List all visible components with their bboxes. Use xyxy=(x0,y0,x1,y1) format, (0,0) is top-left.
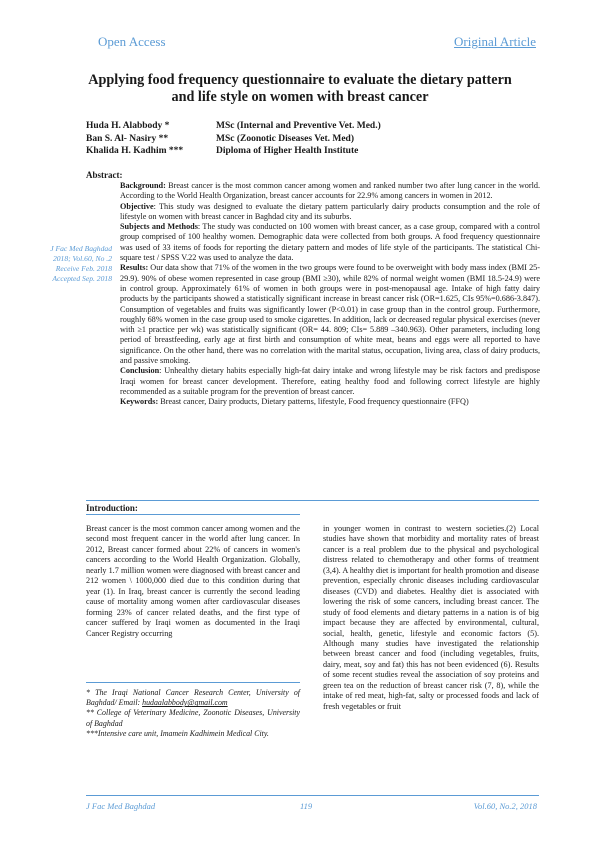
introduction-heading: Introduction: xyxy=(86,503,138,513)
abstract-background xyxy=(120,181,540,202)
abstract-body xyxy=(120,181,540,408)
results-label: Results: xyxy=(120,263,149,273)
author-row xyxy=(86,145,381,158)
abstract-conclusion xyxy=(120,366,540,397)
author-degree: MSc (Zoonotic Diseases Vet. Med) xyxy=(216,133,354,144)
footer-journal: J Fac Med Baghdad xyxy=(86,801,156,811)
author-email-link[interactable]: hudaalabbody@gmail.com xyxy=(142,698,228,708)
author-name: Khalida H. Kadhim *** xyxy=(86,146,184,156)
footer-volume: Vol.60, No.2, 2018 xyxy=(473,801,537,811)
intro-column-left: Breast cancer is the most common cancer among women and the second most frequent cancer in the world after lung cancer. In 2012, Breast cancer formed about 22% of cancers in women's cancers according to the World Health Organization. Globally, nearly 1.7 million women were diagnosed with breast cancer and 212 women \ 1000,000 died due to this condition during that year (1). In Iraq, breast cancer is currently the second leading cause of mortality among women after cardiovascular diseases forming 23% of cancer related deaths, and the first type of cancer suffered by Iraqi women as documented in the Iraqi Cancer Registry occurring xyxy=(86,524,300,638)
author-row xyxy=(86,120,381,133)
sidebar-received: Receive Feb. 2018 xyxy=(55,264,112,273)
open-access-label: Open Access xyxy=(98,34,166,49)
intro-column-right: in younger women in contrast to western societies.(2) Local studies have shown that morbidity and mortality rates of breast cancer is a real problem due to the physical and psychological distress related to chemotherapy and other forms of treatment (3,4). A healthy diet is important for health promotion and disease prevention, especially chronic diseases including cardiovascular diseases (CVD) and diabetes. Healthy diet is associated with lowering the risk of some cancers, including breast cancer. The study of food elements and dietary patterns in a nation is of big impact because they are affected by environmental, cultural, social, health, genetic, lifestyle and economic factors (5). Although many studies have investigated the relationship between breast cancer and food (including vegetables, fruits, dairy, meat, soy and fat) this has not been evidenced (6). Results of some recent studies reveal the association of soy proteins and green tea on the reduction of breast cancer risk (7, 8), while the intake of red meat, high-fat, salty or processed foods and lack of fresh vegetables or fruit xyxy=(323,524,540,711)
footnote-1-text: * The Iraqi National Cancer Research Center, University of Baghdad/ Email: xyxy=(86,688,300,708)
subjects-label: Subjects and Methods xyxy=(120,222,198,232)
objective-label: Objective xyxy=(120,201,154,211)
article-type-label: Original Article xyxy=(454,34,536,49)
conclusion-text: : Unhealthy dietary habits especially high-fat dairy intake and wrong lifestyle may be risk factors and predispose Iraqi women for breast cancer development. Therefore, eating healthy food and following correct lifestyle are highly recommended as a suitable program for the prevention of breast cancer. xyxy=(120,366,540,396)
background-label: Background: xyxy=(120,181,166,190)
journal-sidebar-info xyxy=(44,244,112,284)
footnote-3: ***Intensive care unit, Imamein Kadhimein Medical City. xyxy=(86,728,269,738)
sidebar-accepted: Accepted Sep. 2018 xyxy=(52,274,112,283)
abstract-objective xyxy=(120,202,540,223)
author-row xyxy=(86,133,381,146)
footer-page-number: 119 xyxy=(300,801,313,811)
conclusion-label: Conclusion xyxy=(120,366,160,376)
paper-title: Applying food frequency questionnaire to evaluate the dietary pattern and life style on women with breast cancer xyxy=(88,72,512,105)
abstract-heading: Abstract: xyxy=(86,170,123,180)
author-name: Ban S. Al- Nasiry ** xyxy=(86,133,169,144)
keywords-text: Breast cancer, Dairy products, Dietary patterns, lifestyle, Food frequency questionnaire (FFQ) xyxy=(158,397,469,407)
intro-underline xyxy=(86,514,300,515)
background-text: Breast cancer is the most common cancer among women and ranked number two after lung cancer in the world. According to the World Health Organization, breast cancer accounts for 22.9% among cancers in women in 2012. xyxy=(120,181,540,201)
objective-text: : This study was designed to evaluate the dietary pattern particularly dairy products consumption and the role of lifestyle on women with breast cancer in Baghdad city and its suburbs. xyxy=(120,201,540,221)
author-degree: Diploma of Higher Health Institute xyxy=(216,146,359,156)
affiliation-footnotes xyxy=(86,688,300,739)
abstract-results xyxy=(120,263,540,366)
author-degree: MSc (Internal and Preventive Vet. Med.) xyxy=(216,121,381,131)
author-name: Huda H. Alabbody * xyxy=(86,121,170,131)
sidebar-journal: J Fac Med Baghdad xyxy=(50,244,112,253)
footer-divider xyxy=(86,795,539,796)
abstract-keywords xyxy=(120,397,540,407)
keywords-label: Keywords: xyxy=(120,397,159,407)
footnote-2: ** College of Veterinary Medicine, Zoonotic Diseases, University of Baghdad xyxy=(86,708,300,728)
results-text: Our data show that 71% of the women in the two groups were found to be overweight with body mass index (BMI 25-29.9). 90% of obese women represented in case group (BMI ≥30), while 82% of normal weight women (BMI 18.5-24.9) were in control group. Approximately 61% of women in both groups were in post-menopausal age. Intake of high fatty dairy products by the participants showed a statistically significant increase in breast cancer risk (OR=1.625, CIs 95%=0.686-3.847). Consumption of vegetables and fruits was significantly lower (P<0.01) in case group than in the control group. Furthermore, roughly 68% women in the case group used to smoke cigarettes. In addition, lack or decreased regular physical exercises (never with ≥1 practice per wk) was statistically significant (OR= 44. 809; CIs= 5.889 –340.963). Other parameters, including long period of breastfeeding, early age at first birth and consumption of white meat, beans and eggs were all reported to have significance. On the other hand, there was no correlation with the marital status, occupation, living area, class of dairy products, and passive smoking. xyxy=(120,263,540,366)
sidebar-volume: 2018; Vol.60, No .2 xyxy=(52,254,112,263)
author-list xyxy=(86,120,381,158)
subjects-text: : The study was conducted on 100 women with breast cancer, as a case group, compared with a control group comprised of 100 healthy women. Demographic data were collected from both groups. A food frequency questionnaire was used of 33 items of foods for reporting the dietary pattern and modes of life style of the participants. The statistical Chi-square test / SPSS V.22 was used to analyze the data. xyxy=(120,222,540,263)
footnote-divider xyxy=(86,682,300,683)
abstract-subjects xyxy=(120,222,540,263)
footnote-1 xyxy=(86,688,300,708)
section-divider xyxy=(86,500,539,501)
